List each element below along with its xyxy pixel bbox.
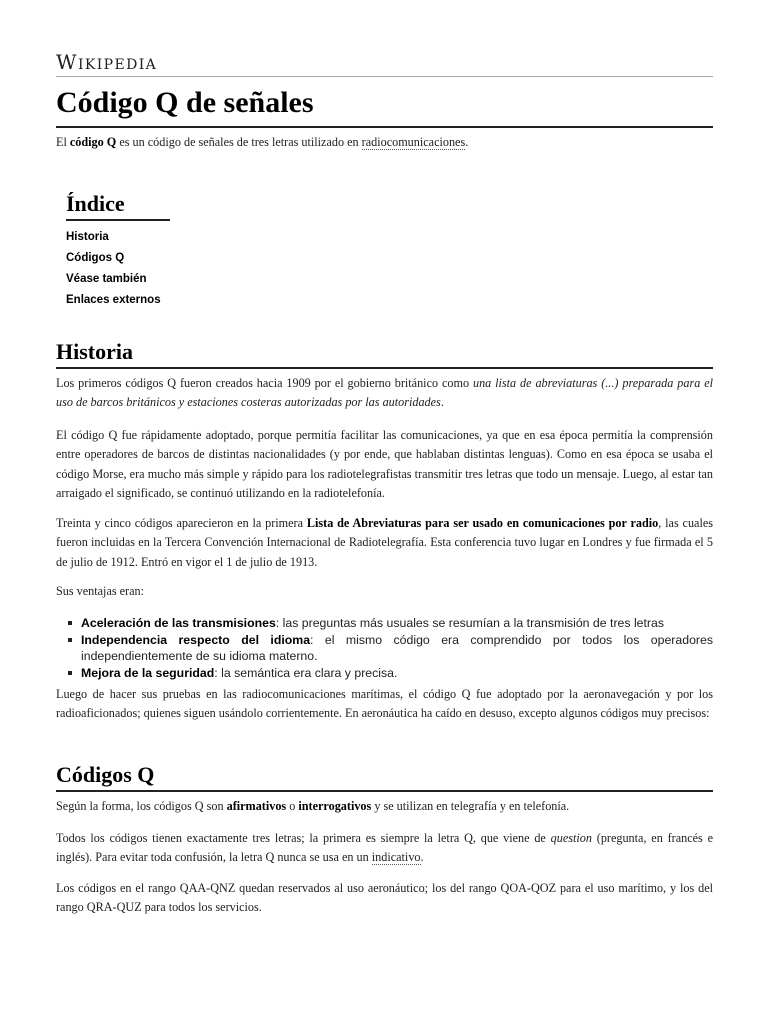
codigos-p2-italic: question [550,831,592,845]
historia-p1-pre: Los primeros códigos Q fueron creados hacia 1909 por el gobierno británico como [56,376,473,390]
codigos-p1-post: y se utilizan en telegrafía y en telefonía. [371,799,570,813]
codigos-p1-bold-interrogativos: interrogativos [298,799,372,813]
historia-paragraph-1 [56,374,713,413]
list-item-text: : las preguntas más usuales se resumían a la transmisión de tres letras [275,616,665,630]
historia-paragraph-3 [56,514,713,572]
list-item-bold: Mejora de la seguridad [81,666,215,680]
intro-mid: es un código de señales de tres letras utilizado en [116,135,362,149]
table-of-contents [66,190,226,311]
list-item-text: : el mismo código era comprendido por todos los operadores independientemente de su idioma materno. [81,633,713,663]
codigos-p2-pre: Todos los códigos tienen exactamente tres letras; la primera es siempre la letra Q, que viene de [56,831,551,845]
toc-item-historia[interactable]: Historia [66,231,109,243]
list-item [68,632,713,664]
list-item [68,615,713,631]
toc-item-codigos-q[interactable]: Códigos Q [66,252,125,264]
ventajas-list [68,615,713,682]
title-divider [56,126,713,128]
codigos-p1-pre: Según la forma, los códigos Q son [56,799,227,813]
indicativo-link[interactable]: indicativo [371,850,421,865]
section-divider-historia [56,367,713,369]
wikipedia-logo[interactable]: Wikipedia [56,50,158,74]
section-heading-historia: Historia [56,339,133,364]
toc-title: Índice [66,191,125,216]
section-heading-codigos-q: Códigos Q [56,762,155,787]
page-title: Código Q de señales [56,86,314,119]
codigos-paragraph-1 [56,797,713,816]
intro-post: . [465,135,469,149]
historia-p1-post: . [440,395,444,410]
codigos-p1-mid: o [286,799,299,813]
historia-paragraph-5: Luego de hacer sus pruebas en las radiocomunicaciones marítimas, el código Q fue adoptado por la aeronavegación y por los radioaficionados; quienes siguen usándolo corrientemente. En aeronáutica ha caído en desuso, excepto algunos códigos muy precisos: [56,687,713,721]
codigos-p2-mid: (pregunta, en francés e inglés). Para evitar toda confusión, la letra Q nunca se usa en un [56,831,713,865]
codigos-p2-post: . [420,850,424,865]
list-item-bold: Independencia respecto del idioma [81,633,311,647]
historia-paragraph-4: Sus ventajas eran: [56,584,144,598]
historia-p1-quote: una lista de abreviaturas (...) preparada para el uso de barcos británicos y estaciones costeras autorizadas por las autoridades [56,376,714,410]
historia-p3-bold: Lista de Abreviaturas para ser usado en comunicaciones por radio [306,516,659,530]
historia-p3-pre: Treinta y cinco códigos aparecieron en la primera [56,516,307,530]
intro-bold-term: código Q [69,135,117,149]
radiocomunicaciones-link[interactable]: radiocomunicaciones [361,135,466,149]
toc-item-enlaces-externos[interactable]: Enlaces externos [66,294,161,306]
codigos-paragraph-2 [56,829,713,868]
codigos-p1-bold-afirmativos: afirmativos [226,799,287,813]
historia-p3-post: , las cuales fueron incluidas en la Tercera Convención Internacional de Radiotelegrafía. Esta conferencia tuvo lugar en Londres y fue firmada el 5 de julio de 1912. Entró en vigor el 1 de julio de 1913. [56,516,713,569]
toc-divider [66,219,170,221]
list-item [68,665,713,681]
list-item-text: : la semántica era clara y precisa. [214,666,398,680]
intro-pre: El [56,135,70,149]
codigos-paragraph-3: Los códigos en el rango QAA-QNZ quedan reservados al uso aeronáutico; los del rango QOA-QOZ para el uso marítimo, y los del rango QRA-QUZ para todos los servicios. [56,881,713,915]
toc-item-vease-tambien[interactable]: Véase también [66,273,147,285]
historia-paragraph-2: El código Q fue rápidamente adoptado, porque permitía facilitar las comunicaciones, ya que en esa época permitía la comprensión entre operadores de barcos de distintas nacionalidades (y por ende, que hablaban distintas lenguas). Como en esa época se usaba el código Morse, era mucho más simple y rápido para los radiotelegrafistas transmitir tres letras que todo un mensaje. Luego, al estar tan arraigado el significado, se continuó utilizando en la radiotelefonía. [56,428,713,501]
header-divider [56,76,713,77]
list-item-bold: Aceleración de las transmisiones [81,616,276,630]
intro-paragraph [56,133,713,152]
section-divider-codigos-q [56,790,713,792]
